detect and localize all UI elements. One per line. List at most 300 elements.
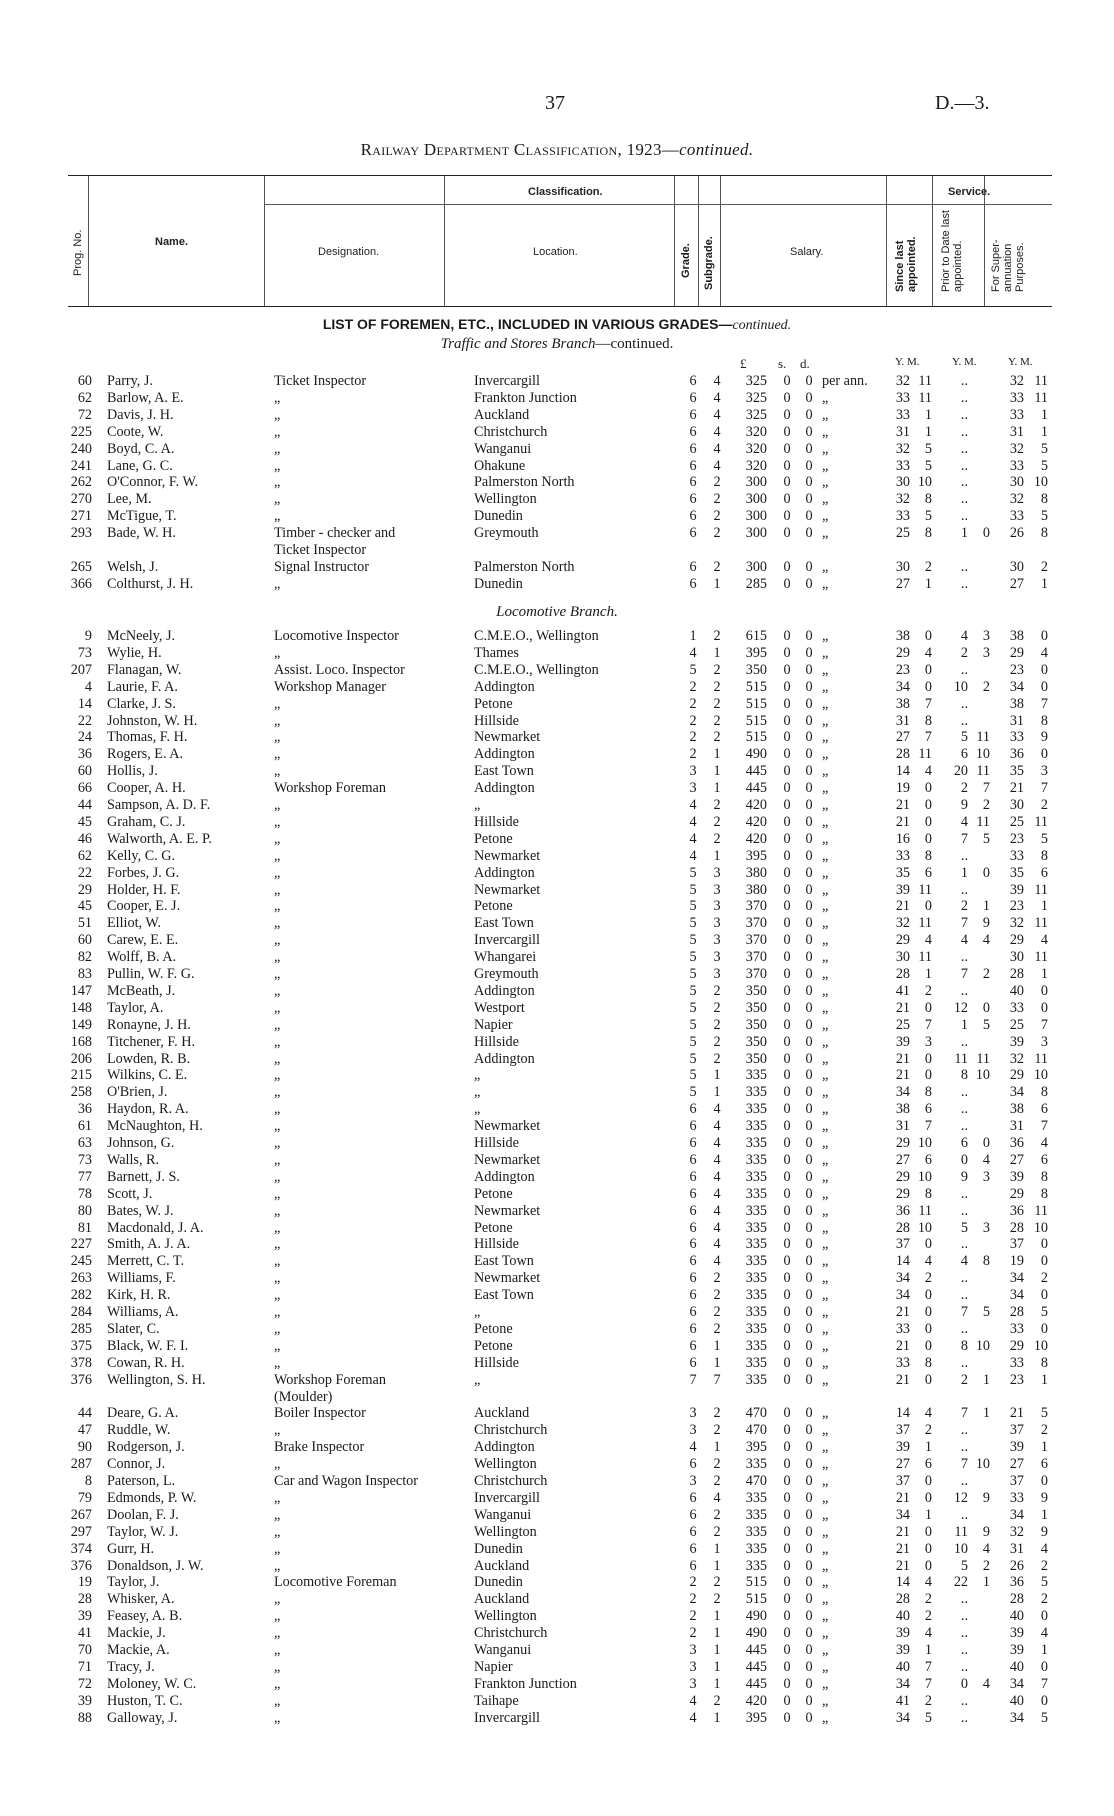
cell-super-years: 34: [1009, 678, 1024, 695]
cell-salary-pence: 0: [805, 780, 813, 797]
cell-salary-pence: 0: [805, 1320, 813, 1337]
cell-salary-shillings: 0: [783, 1371, 791, 1388]
cell-prior-years: ..: [960, 881, 968, 898]
cell-salary-pence: 0: [805, 678, 813, 695]
cell-since-years: 21: [895, 1067, 910, 1084]
cell-super-years: 29: [1009, 1185, 1024, 1202]
cell-prior-months: 7: [982, 780, 990, 797]
cell-designation: „: [274, 999, 281, 1016]
cell-salary-period: „: [822, 1236, 829, 1253]
cell-salary-pence: 0: [805, 915, 813, 932]
cell-salary-period: „: [822, 406, 829, 423]
cell-subgrade: 4: [713, 373, 721, 389]
cell-since-years: 38: [895, 628, 910, 644]
cell-designation: „: [274, 949, 281, 966]
cell-grade: 3: [689, 1642, 697, 1658]
cell-name: Cooper, E. J.: [107, 898, 181, 915]
cell-super-years: 36: [1009, 1574, 1024, 1591]
cell-grade: 4: [689, 830, 697, 847]
cell-salary-pence: 0: [805, 864, 813, 881]
cell-prior-months: 10: [975, 746, 990, 763]
cell-subgrade: 3: [713, 898, 721, 915]
cell-prior-months: 3: [982, 628, 990, 644]
cell-grade: 3: [689, 1422, 697, 1439]
cell-grade: 6: [689, 1337, 697, 1354]
cell-prior-years: 12: [953, 999, 968, 1016]
table-row: [0, 424, 1114, 441]
cell-since-months: 0: [924, 780, 932, 797]
cell-salary-pounds: 335: [745, 1523, 767, 1540]
cell-salary-shillings: 0: [783, 813, 791, 830]
cell-salary-shillings: 0: [783, 1642, 791, 1658]
cell-prior-years: 9: [960, 1168, 968, 1185]
cell-name: Coote, W.: [107, 423, 164, 440]
cell-super-years: 39: [1009, 1642, 1024, 1658]
cell-location: Christchurch: [474, 1625, 548, 1642]
cell-grade: 3: [689, 1473, 697, 1489]
table-row: [0, 949, 1114, 966]
cell-since-months: 0: [924, 1540, 932, 1557]
cell-since-months: 0: [924, 1489, 932, 1506]
cell-location: Petone: [474, 1337, 513, 1354]
cell-super-years: 21: [1009, 780, 1024, 797]
cell-grade: 6: [689, 1202, 697, 1219]
cell-name: Welsh, J.: [107, 558, 159, 575]
cell-grade: 6: [689, 1236, 697, 1253]
cell-subgrade: 1: [713, 1084, 721, 1101]
cell-super-years: 28: [1009, 966, 1024, 982]
cell-prog-no: 258: [70, 1084, 92, 1101]
cell-grade: 5: [689, 1084, 697, 1101]
cell-prog-no: 22: [77, 864, 92, 881]
cell-super-months: 1: [1040, 423, 1048, 440]
cell-location: „: [474, 797, 481, 813]
cell-since-months: 8: [924, 1354, 932, 1371]
cell-subgrade: 2: [713, 1692, 721, 1709]
cell-prog-no: 46: [77, 830, 92, 847]
table-row: [0, 932, 1114, 949]
cell-grade: 5: [689, 949, 697, 966]
cell-super-years: 30: [1009, 474, 1024, 491]
cell-since-years: 30: [895, 949, 910, 966]
cell-salary-shillings: 0: [783, 1168, 791, 1185]
cell-prog-no: 270: [70, 491, 92, 508]
cell-location: C.M.E.O., Wellington: [474, 661, 599, 678]
cell-grade: 3: [689, 763, 697, 780]
cell-prior-months: 0: [982, 864, 990, 881]
cell-super-years: 35: [1009, 763, 1024, 780]
cell-name: Boyd, C. A.: [107, 440, 175, 457]
cell-location: Invercargill: [474, 373, 540, 389]
cell-salary-period: „: [822, 1506, 829, 1523]
cell-designation: „: [274, 491, 281, 508]
header-designation: Designation.: [318, 246, 380, 258]
cell-subgrade: 2: [713, 1287, 721, 1304]
cell-salary-period: „: [822, 1253, 829, 1270]
table-row: [0, 373, 1114, 390]
cell-prior-years: ..: [960, 1692, 968, 1709]
table-row: [0, 1084, 1114, 1101]
cell-super-years: 31: [1009, 712, 1024, 729]
cell-super-months: 1: [1040, 898, 1048, 915]
header-name: Name.: [155, 236, 189, 248]
table-row: [0, 696, 1114, 713]
cell-salary-pounds: 370: [745, 966, 767, 982]
cell-since-years: 37: [895, 1473, 910, 1489]
cell-prior-months: 10: [975, 1067, 990, 1084]
cell-salary-pence: 0: [805, 1439, 813, 1456]
cell-prior-years: 11: [954, 1523, 968, 1540]
cell-prog-no: 376: [70, 1371, 92, 1388]
cell-salary-pence: 0: [805, 1151, 813, 1168]
cell-name: Whisker, A.: [107, 1591, 175, 1608]
cell-name: Ruddle, W.: [107, 1422, 171, 1439]
cell-prog-no: 9: [84, 628, 92, 644]
cell-prior-months: 0: [982, 999, 990, 1016]
cell-salary-period: „: [822, 1202, 829, 1219]
cell-salary-period: „: [822, 491, 829, 508]
cell-prog-no: 60: [77, 373, 92, 389]
cell-name: Lowden, R. B.: [107, 1050, 191, 1067]
cell-prog-no: 51: [77, 915, 92, 932]
cell-salary-period: „: [822, 932, 829, 949]
cell-since-months: 5: [924, 457, 932, 474]
cell-subgrade: 2: [713, 1033, 721, 1050]
cell-since-years: 31: [895, 423, 910, 440]
cell-salary-period: „: [822, 474, 829, 491]
cell-super-years: 35: [1009, 864, 1024, 881]
cell-subgrade: 2: [713, 797, 721, 813]
cell-location: East Town: [474, 915, 534, 932]
table-row: [0, 1422, 1114, 1439]
title-text: Railway Department Classification, 1923—: [360, 140, 680, 159]
cell-salary-period: „: [822, 1135, 829, 1151]
cell-since-years: 32: [895, 373, 910, 389]
cell-prior-months: 0: [982, 525, 990, 542]
cell-super-years: 28: [1009, 1219, 1024, 1236]
cell-salary-pence: 0: [805, 1270, 813, 1287]
cell-salary-shillings: 0: [783, 982, 791, 999]
cell-salary-pence: 0: [805, 898, 813, 915]
cell-super-months: 0: [1040, 628, 1048, 644]
cell-designation: Ticket Inspector: [274, 542, 367, 558]
cell-location: Petone: [474, 830, 513, 847]
cell-salary-pounds: 335: [745, 1540, 767, 1557]
cell-since-years: 41: [895, 1692, 910, 1709]
cell-subgrade: 2: [713, 1270, 721, 1287]
cell-super-years: 40: [1009, 1692, 1024, 1709]
cell-salary-period: „: [822, 457, 829, 474]
cell-since-months: 1: [924, 423, 932, 440]
table-row: [0, 1000, 1114, 1017]
cell-salary-pence: 0: [805, 695, 813, 712]
cell-super-months: 0: [1040, 1608, 1048, 1625]
cell-salary-pence: 0: [805, 1168, 813, 1185]
cell-prog-no: 168: [70, 1033, 92, 1050]
cell-salary-pounds: 395: [745, 1709, 767, 1726]
cell-super-months: 11: [1034, 949, 1048, 966]
cell-prior-years: ..: [960, 1118, 968, 1135]
cell-salary-shillings: 0: [783, 1287, 791, 1304]
cell-designation: „: [274, 881, 281, 898]
cell-since-months: 8: [924, 712, 932, 729]
cell-super-years: 39: [1009, 1439, 1024, 1456]
cell-salary-shillings: 0: [783, 1692, 791, 1709]
cell-since-months: 1: [924, 575, 932, 592]
cell-designation: „: [274, 1050, 281, 1067]
header-location: Location.: [533, 246, 578, 258]
cell-super-months: 1: [1040, 1506, 1048, 1523]
cell-grade: 2: [689, 1591, 697, 1608]
cell-super-months: 4: [1040, 1135, 1048, 1151]
cell-subgrade: 3: [713, 966, 721, 982]
table-row: [0, 576, 1114, 593]
cell-salary-pounds: 335: [745, 1371, 767, 1388]
cell-name: Flanagan, W.: [107, 661, 182, 678]
cell-salary-shillings: 0: [783, 1016, 791, 1033]
cell-prog-no: 62: [77, 389, 92, 406]
cell-prog-no: 47: [77, 1422, 92, 1439]
cell-since-years: 31: [895, 712, 910, 729]
cell-super-years: 36: [1009, 1135, 1024, 1151]
cell-super-years: 34: [1009, 1287, 1024, 1304]
cell-super-months: 6: [1040, 864, 1048, 881]
cell-salary-period: „: [822, 1574, 829, 1591]
cell-salary-shillings: 0: [783, 373, 791, 389]
cell-designation: (Moulder): [274, 1388, 333, 1405]
cell-salary-period: „: [822, 1692, 829, 1709]
page-reference: D.—3.: [935, 92, 990, 114]
cell-super-months: 5: [1040, 1405, 1048, 1422]
cell-name: McTigue, T.: [107, 508, 177, 525]
cell-location: Dunedin: [474, 575, 523, 592]
cell-subgrade: 4: [713, 1135, 721, 1151]
cell-salary-period: „: [822, 847, 829, 864]
cell-subgrade: 2: [713, 525, 721, 542]
cell-prog-no: 24: [77, 729, 92, 746]
cell-super-months: 2: [1040, 1557, 1048, 1574]
cell-since-years: 39: [895, 1625, 910, 1642]
cell-salary-pounds: 325: [745, 406, 767, 423]
cell-super-months: 8: [1040, 491, 1048, 508]
cell-salary-pounds: 515: [745, 1591, 767, 1608]
cell-prior-months: 9: [982, 1523, 990, 1540]
cell-prior-months: 3: [982, 644, 990, 661]
table-row: [0, 1152, 1114, 1169]
cell-salary-shillings: 0: [783, 678, 791, 695]
cell-grade: 6: [689, 1118, 697, 1135]
cell-location: Napier: [474, 1016, 513, 1033]
cell-salary-pounds: 300: [745, 525, 767, 542]
cell-location: Wellington: [474, 1456, 537, 1473]
cell-since-years: 21: [895, 1337, 910, 1354]
cell-subgrade: 1: [713, 1540, 721, 1557]
cell-super-years: 23: [1009, 661, 1024, 678]
cell-name: Walworth, A. E. P.: [107, 830, 212, 847]
cell-grade: 4: [689, 797, 697, 813]
cell-subgrade: 2: [713, 491, 721, 508]
cell-designation: „: [274, 1523, 281, 1540]
cell-super-months: 7: [1040, 780, 1048, 797]
cell-since-years: 21: [895, 1540, 910, 1557]
cell-salary-period: „: [822, 508, 829, 525]
cell-prior-years: ..: [960, 389, 968, 406]
cell-prog-no: 267: [70, 1506, 92, 1523]
cell-prior-years: ..: [960, 1185, 968, 1202]
cell-subgrade: 1: [713, 763, 721, 780]
cell-salary-pounds: 395: [745, 847, 767, 864]
cell-since-years: 32: [895, 915, 910, 932]
cell-grade: 2: [689, 695, 697, 712]
cell-salary-pence: 0: [805, 1456, 813, 1473]
cell-subgrade: 2: [713, 1405, 721, 1422]
cell-super-months: 6: [1040, 1101, 1048, 1118]
cell-prog-no: 45: [77, 813, 92, 830]
cell-super-months: 1: [1040, 966, 1048, 982]
cell-prog-no: 81: [77, 1219, 92, 1236]
table-row: [0, 1270, 1114, 1287]
cell-since-years: 29: [895, 1135, 910, 1151]
cell-salary-period: „: [822, 423, 829, 440]
cell-location: Greymouth: [474, 525, 539, 542]
table-row: [0, 729, 1114, 746]
cell-salary-pence: 0: [805, 881, 813, 898]
cell-prog-no: 293: [70, 525, 92, 542]
cell-salary-pounds: 350: [745, 1050, 767, 1067]
cell-prog-no: 147: [70, 982, 92, 999]
cell-salary-pence: 0: [805, 797, 813, 813]
cell-designation: „: [274, 932, 281, 949]
cell-salary-pence: 0: [805, 949, 813, 966]
cell-salary-period: „: [822, 1709, 829, 1726]
cell-salary-period: „: [822, 1608, 829, 1625]
cell-name: Johnson, G.: [107, 1135, 175, 1151]
cell-prior-years: ..: [960, 1354, 968, 1371]
cell-since-months: 11: [918, 949, 932, 966]
cell-location: Petone: [474, 898, 513, 915]
cell-prior-years: 1: [960, 1016, 968, 1033]
cell-salary-pounds: 395: [745, 1439, 767, 1456]
table-row: [0, 508, 1114, 525]
table-row: [0, 407, 1114, 424]
cell-prior-years: ..: [960, 406, 968, 423]
cell-designation: Car and Wagon Inspector: [274, 1473, 418, 1489]
cell-super-years: 33: [1009, 406, 1024, 423]
section-title-cont: continued.: [732, 318, 792, 333]
cell-designation: Boiler Inspector: [274, 1405, 366, 1422]
cell-salary-period: „: [822, 999, 829, 1016]
cell-location: „: [474, 1084, 481, 1101]
cell-salary-shillings: 0: [783, 661, 791, 678]
cell-designation: „: [274, 1253, 281, 1270]
cell-prior-years: ..: [960, 457, 968, 474]
cell-since-months: 8: [924, 847, 932, 864]
cell-super-months: 7: [1040, 695, 1048, 712]
cell-salary-shillings: 0: [783, 932, 791, 949]
cell-salary-shillings: 0: [783, 1050, 791, 1067]
cell-salary-period: „: [822, 1675, 829, 1692]
cell-prog-no: 77: [77, 1168, 92, 1185]
cell-salary-pence: 0: [805, 1557, 813, 1574]
cell-super-years: 40: [1009, 1608, 1024, 1625]
cell-super-months: 10: [1033, 1067, 1048, 1084]
cell-grade: 6: [689, 1287, 697, 1304]
cell-prior-months: 4: [982, 932, 990, 949]
cell-prog-no: 60: [77, 763, 92, 780]
cell-subgrade: 1: [713, 1608, 721, 1625]
cell-name: Macdonald, J. A.: [107, 1219, 204, 1236]
cell-name: Davis, J. H.: [107, 406, 174, 423]
cell-prior-years: ..: [960, 1709, 968, 1726]
cell-salary-period: „: [822, 1523, 829, 1540]
cell-prog-no: 90: [77, 1439, 92, 1456]
table-row: [0, 441, 1114, 458]
cell-name: Scott, J.: [107, 1185, 153, 1202]
cell-prior-months: 5: [982, 1016, 990, 1033]
cell-since-years: 21: [895, 1050, 910, 1067]
cell-salary-pence: 0: [805, 406, 813, 423]
cell-since-years: 21: [895, 1304, 910, 1320]
cell-salary-pence: 0: [805, 1118, 813, 1135]
header-prog-no: Prog. No.: [72, 229, 84, 276]
cell-grade: 4: [689, 1692, 697, 1709]
table-row: [0, 1169, 1114, 1186]
cell-prog-no: 83: [77, 966, 92, 982]
table-row: [0, 746, 1114, 763]
table-row: [0, 1608, 1114, 1625]
cell-grade: 1: [689, 628, 697, 644]
cell-since-years: 30: [895, 474, 910, 491]
cell-salary-period: „: [822, 695, 829, 712]
cell-prior-months: 3: [982, 1219, 990, 1236]
cell-prior-years: ..: [960, 1287, 968, 1304]
cell-super-years: 32: [1009, 915, 1024, 932]
cell-prior-years: 4: [960, 813, 968, 830]
cell-name: Black, W. F. I.: [107, 1337, 189, 1354]
cell-salary-period: „: [822, 949, 829, 966]
cell-salary-shillings: 0: [783, 644, 791, 661]
cell-salary-pence: 0: [805, 932, 813, 949]
cell-super-months: 0: [1040, 999, 1048, 1016]
cell-since-years: 28: [895, 1219, 910, 1236]
table-row: [0, 645, 1114, 662]
table-row: [0, 1473, 1114, 1490]
cell-location: Addington: [474, 780, 535, 797]
cell-salary-period: „: [822, 1557, 829, 1574]
cell-designation: „: [274, 1337, 281, 1354]
cell-salary-pounds: 420: [745, 813, 767, 830]
cell-since-months: 10: [917, 1135, 932, 1151]
cell-name: Wellington, S. H.: [107, 1371, 206, 1388]
cell-super-years: 23: [1009, 830, 1024, 847]
cell-prior-months: 4: [982, 1675, 990, 1692]
cell-salary-period: „: [822, 1084, 829, 1101]
cell-designation: „: [274, 1067, 281, 1084]
cell-salary-period: „: [822, 440, 829, 457]
cell-grade: 5: [689, 881, 697, 898]
cell-salary-pounds: 380: [745, 881, 767, 898]
cell-salary-shillings: 0: [783, 1658, 791, 1675]
cell-since-months: 0: [924, 999, 932, 1016]
cell-prior-years: 2: [960, 644, 968, 661]
cell-salary-pounds: 285: [745, 575, 767, 592]
cell-prior-months: 3: [982, 1168, 990, 1185]
cell-prog-no: 45: [77, 898, 92, 915]
cell-prog-no: 148: [70, 999, 92, 1016]
header-since-last: Since last appointed.: [894, 236, 918, 292]
cell-super-months: 7: [1040, 1016, 1048, 1033]
cell-salary-pounds: 335: [745, 1185, 767, 1202]
